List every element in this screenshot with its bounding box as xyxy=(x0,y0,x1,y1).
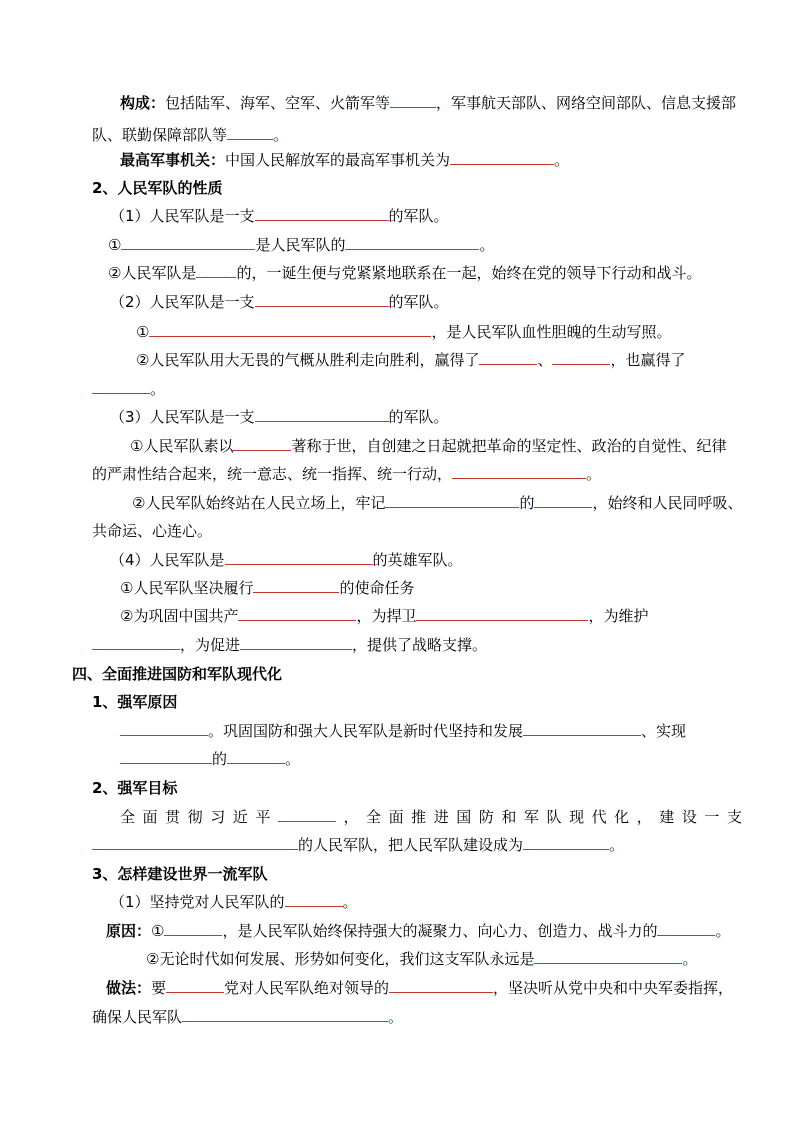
line-text: ②人民军队是 xyxy=(108,264,197,282)
line-text: 党对人民军队绝对领导的 xyxy=(224,979,390,997)
text-line xyxy=(136,321,671,343)
line-text: 。 xyxy=(609,836,625,854)
text-line xyxy=(106,977,733,999)
line-text: 。 xyxy=(285,750,301,768)
line-text: 。 xyxy=(342,893,358,911)
line-text: 。 xyxy=(388,1008,404,1026)
line-text: ，是人民军队血性胆魄的生动写照。 xyxy=(431,323,672,341)
answer-blank[interactable] xyxy=(534,492,592,508)
text-line xyxy=(110,891,358,913)
bold-label: 1、强军原因 xyxy=(92,693,178,711)
answer-blank[interactable] xyxy=(253,577,339,593)
line-text: 、 xyxy=(537,351,553,369)
line-text: （3）人民军队是一支 xyxy=(110,408,255,426)
answer-blank[interactable] xyxy=(416,605,588,621)
text-line xyxy=(92,634,487,656)
bold-label: 四、全面推进国防和军队现代化 xyxy=(72,665,283,683)
text-line xyxy=(92,177,222,199)
text-line xyxy=(92,777,177,799)
answer-blank[interactable] xyxy=(92,378,150,394)
line-text: ① xyxy=(136,323,150,341)
answer-blank[interactable] xyxy=(225,549,373,565)
line-text: 。 xyxy=(682,950,698,968)
answer-blank[interactable] xyxy=(479,349,537,365)
answer-blank[interactable] xyxy=(120,748,212,764)
line-text: ，全面推进国防和军队现代化，建设一支 xyxy=(335,808,742,826)
text-line xyxy=(120,92,736,114)
line-text: ①人民军队素以 xyxy=(130,437,234,455)
text-line xyxy=(130,435,726,457)
line-text: ，始终和人民同呼吸、 xyxy=(592,494,743,512)
line-text: 的使命任务 xyxy=(339,579,415,597)
bold-label: 做法： xyxy=(106,979,152,997)
answer-blank[interactable] xyxy=(534,948,682,964)
line-text: （1）人民军队是一支 xyxy=(110,207,255,225)
answer-blank[interactable] xyxy=(345,234,479,250)
answer-blank[interactable] xyxy=(196,262,236,278)
answer-blank[interactable] xyxy=(149,321,431,337)
line-text: ① xyxy=(151,922,165,940)
answer-blank[interactable] xyxy=(240,634,352,650)
answer-blank[interactable] xyxy=(182,1006,388,1022)
bold-label: 构成： xyxy=(120,94,166,112)
line-text: 的人民军队，把人民军队建设成为 xyxy=(298,836,524,854)
line-text: 的 xyxy=(519,494,535,512)
answer-blank[interactable] xyxy=(121,234,255,250)
line-text: 的 xyxy=(212,750,228,768)
text-line xyxy=(120,577,414,599)
line-text: 队、联勤保障部队等 xyxy=(92,126,228,144)
line-text: 共命运、心连心。 xyxy=(92,522,213,540)
line-text: 包括陆军、海军、空军、火箭军等 xyxy=(165,94,391,112)
text-line xyxy=(92,124,288,146)
text-line xyxy=(108,234,494,256)
line-text: 的军队。 xyxy=(388,293,449,311)
answer-blank[interactable] xyxy=(164,920,222,936)
answer-blank[interactable] xyxy=(238,605,356,621)
answer-blank[interactable] xyxy=(166,977,224,993)
text-line xyxy=(92,378,165,400)
text-line xyxy=(120,149,569,171)
line-text: ，为捍卫 xyxy=(356,607,417,625)
text-line xyxy=(92,1006,403,1028)
text-line xyxy=(92,463,601,485)
answer-blank[interactable] xyxy=(285,891,343,907)
answer-blank[interactable] xyxy=(278,806,336,822)
text-line xyxy=(92,520,212,542)
text-line xyxy=(110,205,449,227)
answer-blank[interactable] xyxy=(255,205,389,221)
line-text: 的英雄军队。 xyxy=(372,551,463,569)
answer-blank[interactable] xyxy=(227,748,285,764)
line-text: 。 xyxy=(715,922,731,940)
line-text: 。 xyxy=(554,151,570,169)
text-line xyxy=(106,920,731,942)
line-text: ① xyxy=(108,236,122,254)
line-text: ②为巩固中国共产 xyxy=(120,607,239,625)
answer-blank[interactable] xyxy=(523,834,609,850)
answer-blank[interactable] xyxy=(523,720,641,736)
bold-label: 3、怎样建设世界一流军队 xyxy=(92,865,268,883)
line-text: 。 xyxy=(150,380,166,398)
text-line xyxy=(92,863,267,885)
line-text: ，是人民军队始终保持强大的凝聚力、向心力、创造力、战斗力的 xyxy=(222,922,658,940)
bold-label: 原因： xyxy=(106,922,152,940)
line-text: 。 xyxy=(479,236,495,254)
line-text: ，提供了战略支撑。 xyxy=(352,636,488,654)
line-text: （1）坚持党对人民军队的 xyxy=(110,893,285,911)
text-line xyxy=(92,834,624,856)
answer-blank[interactable] xyxy=(227,124,273,140)
line-text: 、实现 xyxy=(641,722,687,740)
answer-blank[interactable] xyxy=(452,463,586,479)
line-text: 著称于世，自创建之日起就把革命的坚定性、政治的自觉性、纪律 xyxy=(291,437,727,455)
bold-label: 2、强军目标 xyxy=(92,779,178,797)
text-line xyxy=(146,948,697,970)
line-text: ②无论时代如何发展、形势如何变化，我们这支军队永远是 xyxy=(146,950,535,968)
line-text: 是人民军队的 xyxy=(255,236,346,254)
line-text: ，为维护 xyxy=(588,607,649,625)
line-text: ，也赢得了 xyxy=(610,351,686,369)
answer-blank[interactable] xyxy=(385,492,519,508)
line-text: 中国人民解放军的最高军事机关为 xyxy=(225,151,451,169)
answer-blank[interactable] xyxy=(552,349,610,365)
answer-blank[interactable] xyxy=(255,406,389,422)
text-line xyxy=(132,492,742,514)
line-text: ，军事航天部队、网络空间部队、信息支援部 xyxy=(436,94,737,112)
line-text: 的军队。 xyxy=(388,408,449,426)
line-text: 的严肃性结合起来，统一意志、统一指挥、统一行动， xyxy=(92,465,453,483)
answer-blank[interactable] xyxy=(390,92,436,108)
line-text: ①人民军队坚决履行 xyxy=(120,579,254,597)
text-line xyxy=(120,720,686,742)
line-text: （2）人民军队是一支 xyxy=(110,293,255,311)
line-text: ②人民军队用大无畏的气概从胜利走向胜利，赢得了 xyxy=(136,351,480,369)
answer-blank[interactable] xyxy=(120,720,208,736)
answer-blank[interactable] xyxy=(450,149,554,165)
answer-blank[interactable] xyxy=(389,977,493,993)
answer-blank[interactable] xyxy=(233,435,291,451)
text-line xyxy=(92,691,177,713)
bold-label: 最高军事机关： xyxy=(120,151,226,169)
text-line xyxy=(120,748,300,770)
line-text: 要 xyxy=(151,979,167,997)
line-text: ②人民军队始终站在人民立场上，牢记 xyxy=(132,494,386,512)
text-line xyxy=(110,406,449,428)
line-text: 。 xyxy=(586,465,602,483)
line-text: 。 xyxy=(273,126,289,144)
text-line xyxy=(136,349,685,371)
bold-label: 2、人民军队的性质 xyxy=(92,179,223,197)
text-line xyxy=(120,605,648,627)
answer-blank[interactable] xyxy=(92,834,298,850)
line-text: 的军队。 xyxy=(388,207,449,225)
line-text: （4）人民军队是 xyxy=(110,551,225,569)
line-text: 的，一诞生便与党紧紧地联系在一起，始终在党的领导下行动和战斗。 xyxy=(236,264,702,282)
answer-blank[interactable] xyxy=(657,920,715,936)
line-text: 全面贯彻习近平 xyxy=(120,808,278,826)
text-line xyxy=(72,663,282,685)
answer-blank[interactable] xyxy=(255,291,389,307)
line-text: 确保人民军队 xyxy=(92,1008,183,1026)
text-line xyxy=(110,549,463,571)
line-text: 。巩固国防和强大人民军队是新时代坚持和发展 xyxy=(208,722,524,740)
text-line xyxy=(110,291,449,313)
text-line xyxy=(108,262,701,284)
line-text: ，坚决听从党中央和中央军委指挥， xyxy=(493,979,734,997)
text-line xyxy=(120,806,742,828)
line-text: ，为促进 xyxy=(180,636,241,654)
answer-blank[interactable] xyxy=(92,634,180,650)
